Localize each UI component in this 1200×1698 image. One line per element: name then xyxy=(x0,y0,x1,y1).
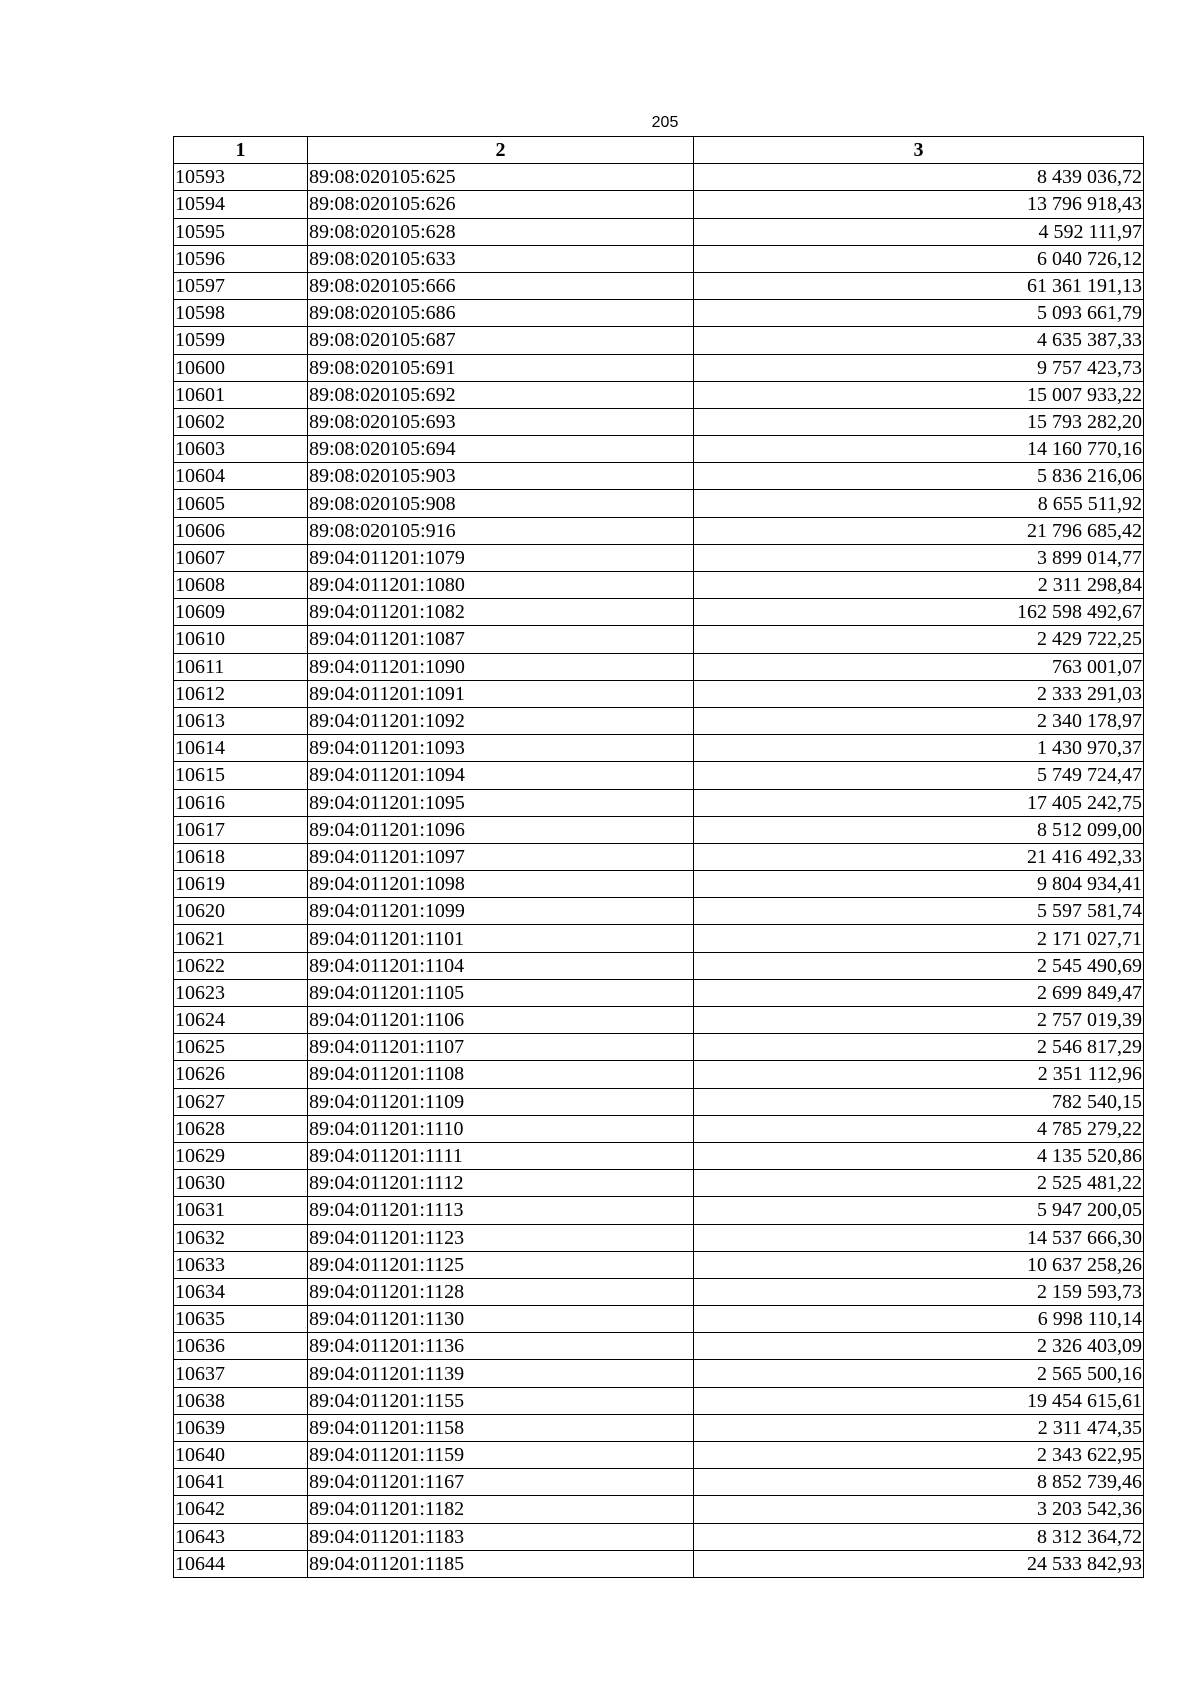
row-number-cell: 10606 xyxy=(174,517,308,544)
row-number-cell: 10607 xyxy=(174,544,308,571)
table-row xyxy=(174,1170,1144,1197)
column-header-1: 1 xyxy=(174,137,308,164)
table-row xyxy=(174,898,1144,925)
value-cell: 9 804 934,41 xyxy=(694,871,1144,898)
value-cell: 5 947 200,05 xyxy=(694,1197,1144,1224)
row-number-cell: 10644 xyxy=(174,1550,308,1577)
cadastral-number-cell: 89:04:011201:1167 xyxy=(308,1469,694,1496)
value-cell: 2 326 403,09 xyxy=(694,1333,1144,1360)
value-cell: 5 836 216,06 xyxy=(694,463,1144,490)
table-row xyxy=(174,164,1144,191)
table-row xyxy=(174,436,1144,463)
table-row xyxy=(174,327,1144,354)
row-number-cell: 10604 xyxy=(174,463,308,490)
table-row xyxy=(174,1333,1144,1360)
value-cell: 2 757 019,39 xyxy=(694,1007,1144,1034)
row-number-cell: 10639 xyxy=(174,1414,308,1441)
table-row xyxy=(174,1251,1144,1278)
table-row xyxy=(174,735,1144,762)
value-cell: 1 430 970,37 xyxy=(694,735,1144,762)
table-row xyxy=(174,1496,1144,1523)
value-cell: 5 749 724,47 xyxy=(694,762,1144,789)
row-number-cell: 10597 xyxy=(174,272,308,299)
value-cell: 3 203 542,36 xyxy=(694,1496,1144,1523)
cadastral-number-cell: 89:04:011201:1136 xyxy=(308,1333,694,1360)
value-cell: 5 597 581,74 xyxy=(694,898,1144,925)
table-row xyxy=(174,1142,1144,1169)
value-cell: 4 135 520,86 xyxy=(694,1142,1144,1169)
table-row xyxy=(174,300,1144,327)
cadastral-number-cell: 89:04:011201:1139 xyxy=(308,1360,694,1387)
cadastral-number-cell: 89:08:020105:694 xyxy=(308,436,694,463)
row-number-cell: 10617 xyxy=(174,816,308,843)
row-number-cell: 10621 xyxy=(174,925,308,952)
cadastral-number-cell: 89:04:011201:1099 xyxy=(308,898,694,925)
cadastral-number-cell: 89:08:020105:666 xyxy=(308,272,694,299)
row-number-cell: 10620 xyxy=(174,898,308,925)
table-row xyxy=(174,272,1144,299)
table-row xyxy=(174,1278,1144,1305)
cadastral-number-cell: 89:04:011201:1080 xyxy=(308,572,694,599)
cadastral-number-cell: 89:04:011201:1125 xyxy=(308,1251,694,1278)
value-cell: 9 757 423,73 xyxy=(694,354,1144,381)
table-row xyxy=(174,925,1144,952)
value-cell: 2 699 849,47 xyxy=(694,979,1144,1006)
row-number-cell: 10640 xyxy=(174,1442,308,1469)
cadastral-number-cell: 89:04:011201:1159 xyxy=(308,1442,694,1469)
row-number-cell: 10633 xyxy=(174,1251,308,1278)
cadastral-number-cell: 89:08:020105:628 xyxy=(308,218,694,245)
cadastral-number-cell: 89:04:011201:1123 xyxy=(308,1224,694,1251)
cadastral-number-cell: 89:04:011201:1082 xyxy=(308,599,694,626)
cadastral-number-cell: 89:08:020105:691 xyxy=(308,354,694,381)
value-cell: 6 040 726,12 xyxy=(694,245,1144,272)
value-cell: 8 655 511,92 xyxy=(694,490,1144,517)
table-row xyxy=(174,789,1144,816)
table-row xyxy=(174,653,1144,680)
value-cell: 19 454 615,61 xyxy=(694,1387,1144,1414)
table-row xyxy=(174,354,1144,381)
table-row xyxy=(174,1197,1144,1224)
cadastral-number-cell: 89:04:011201:1092 xyxy=(308,707,694,734)
value-cell: 21 416 492,33 xyxy=(694,843,1144,870)
table-row xyxy=(174,1469,1144,1496)
row-number-cell: 10626 xyxy=(174,1061,308,1088)
table-row xyxy=(174,245,1144,272)
cadastral-number-cell: 89:04:011201:1095 xyxy=(308,789,694,816)
cadastral-number-cell: 89:04:011201:1093 xyxy=(308,735,694,762)
value-cell: 2 311 298,84 xyxy=(694,572,1144,599)
table-row xyxy=(174,1387,1144,1414)
row-number-cell: 10618 xyxy=(174,843,308,870)
value-cell: 4 785 279,22 xyxy=(694,1115,1144,1142)
data-table xyxy=(173,136,1144,1578)
table-row xyxy=(174,762,1144,789)
cadastral-number-cell: 89:04:011201:1109 xyxy=(308,1088,694,1115)
row-number-cell: 10634 xyxy=(174,1278,308,1305)
table-row xyxy=(174,1115,1144,1142)
cadastral-number-cell: 89:04:011201:1128 xyxy=(308,1278,694,1305)
table-row xyxy=(174,218,1144,245)
table-row xyxy=(174,1061,1144,1088)
value-cell: 4 592 111,97 xyxy=(694,218,1144,245)
column-header-3: 3 xyxy=(694,137,1144,164)
row-number-cell: 10641 xyxy=(174,1469,308,1496)
cadastral-number-cell: 89:04:011201:1106 xyxy=(308,1007,694,1034)
cadastral-number-cell: 89:04:011201:1098 xyxy=(308,871,694,898)
row-number-cell: 10596 xyxy=(174,245,308,272)
table-row xyxy=(174,1523,1144,1550)
value-cell: 2 525 481,22 xyxy=(694,1170,1144,1197)
cadastral-number-cell: 89:04:011201:1130 xyxy=(308,1306,694,1333)
value-cell: 8 512 099,00 xyxy=(694,816,1144,843)
value-cell: 2 171 027,71 xyxy=(694,925,1144,952)
value-cell: 2 311 474,35 xyxy=(694,1414,1144,1441)
row-number-cell: 10624 xyxy=(174,1007,308,1034)
table-row xyxy=(174,191,1144,218)
table-row xyxy=(174,707,1144,734)
row-number-cell: 10631 xyxy=(174,1197,308,1224)
table-row xyxy=(174,952,1144,979)
row-number-cell: 10595 xyxy=(174,218,308,245)
row-number-cell: 10615 xyxy=(174,762,308,789)
cadastral-number-cell: 89:04:011201:1182 xyxy=(308,1496,694,1523)
table-row xyxy=(174,1007,1144,1034)
row-number-cell: 10611 xyxy=(174,653,308,680)
row-number-cell: 10632 xyxy=(174,1224,308,1251)
value-cell: 2 545 490,69 xyxy=(694,952,1144,979)
value-cell: 763 001,07 xyxy=(694,653,1144,680)
table-row xyxy=(174,1550,1144,1577)
row-number-cell: 10622 xyxy=(174,952,308,979)
cadastral-number-cell: 89:04:011201:1108 xyxy=(308,1061,694,1088)
cadastral-number-cell: 89:04:011201:1096 xyxy=(308,816,694,843)
cadastral-number-cell: 89:04:011201:1101 xyxy=(308,925,694,952)
value-cell: 13 796 918,43 xyxy=(694,191,1144,218)
cadastral-number-cell: 89:08:020105:903 xyxy=(308,463,694,490)
value-cell: 15 793 282,20 xyxy=(694,408,1144,435)
cadastral-number-cell: 89:08:020105:626 xyxy=(308,191,694,218)
table-row xyxy=(174,680,1144,707)
value-cell: 61 361 191,13 xyxy=(694,272,1144,299)
value-cell: 2 351 112,96 xyxy=(694,1061,1144,1088)
cadastral-number-cell: 89:04:011201:1105 xyxy=(308,979,694,1006)
row-number-cell: 10593 xyxy=(174,164,308,191)
table-row xyxy=(174,871,1144,898)
value-cell: 4 635 387,33 xyxy=(694,327,1144,354)
row-number-cell: 10613 xyxy=(174,707,308,734)
value-cell: 15 007 933,22 xyxy=(694,381,1144,408)
cadastral-number-cell: 89:08:020105:916 xyxy=(308,517,694,544)
table-body xyxy=(174,164,1144,1578)
value-cell: 2 429 722,25 xyxy=(694,626,1144,653)
value-cell: 2 340 178,97 xyxy=(694,707,1144,734)
cadastral-number-cell: 89:04:011201:1091 xyxy=(308,680,694,707)
value-cell: 24 533 842,93 xyxy=(694,1550,1144,1577)
row-number-cell: 10630 xyxy=(174,1170,308,1197)
value-cell: 17 405 242,75 xyxy=(694,789,1144,816)
value-cell: 2 343 622,95 xyxy=(694,1442,1144,1469)
cadastral-number-cell: 89:04:011201:1094 xyxy=(308,762,694,789)
table-header-row xyxy=(174,137,1144,164)
value-cell: 782 540,15 xyxy=(694,1088,1144,1115)
value-cell: 2 159 593,73 xyxy=(694,1278,1144,1305)
cadastral-number-cell: 89:04:011201:1087 xyxy=(308,626,694,653)
value-cell: 2 565 500,16 xyxy=(694,1360,1144,1387)
value-cell: 2 333 291,03 xyxy=(694,680,1144,707)
table-row xyxy=(174,572,1144,599)
cadastral-number-cell: 89:08:020105:625 xyxy=(308,164,694,191)
table-row xyxy=(174,1224,1144,1251)
row-number-cell: 10629 xyxy=(174,1142,308,1169)
value-cell: 14 537 666,30 xyxy=(694,1224,1144,1251)
row-number-cell: 10594 xyxy=(174,191,308,218)
value-cell: 10 637 258,26 xyxy=(694,1251,1144,1278)
row-number-cell: 10635 xyxy=(174,1306,308,1333)
row-number-cell: 10598 xyxy=(174,300,308,327)
value-cell: 21 796 685,42 xyxy=(694,517,1144,544)
value-cell: 2 546 817,29 xyxy=(694,1034,1144,1061)
cadastral-number-cell: 89:04:011201:1113 xyxy=(308,1197,694,1224)
cadastral-number-cell: 89:04:011201:1158 xyxy=(308,1414,694,1441)
table-row xyxy=(174,843,1144,870)
column-header-2: 2 xyxy=(308,137,694,164)
table-row xyxy=(174,816,1144,843)
cadastral-number-cell: 89:04:011201:1104 xyxy=(308,952,694,979)
row-number-cell: 10608 xyxy=(174,572,308,599)
row-number-cell: 10623 xyxy=(174,979,308,1006)
row-number-cell: 10642 xyxy=(174,1496,308,1523)
cadastral-number-cell: 89:08:020105:908 xyxy=(308,490,694,517)
row-number-cell: 10643 xyxy=(174,1523,308,1550)
row-number-cell: 10599 xyxy=(174,327,308,354)
table-row xyxy=(174,1306,1144,1333)
row-number-cell: 10638 xyxy=(174,1387,308,1414)
cadastral-number-cell: 89:04:011201:1185 xyxy=(308,1550,694,1577)
table-row xyxy=(174,1414,1144,1441)
row-number-cell: 10619 xyxy=(174,871,308,898)
row-number-cell: 10605 xyxy=(174,490,308,517)
table-row xyxy=(174,490,1144,517)
table-row xyxy=(174,979,1144,1006)
cadastral-number-cell: 89:04:011201:1107 xyxy=(308,1034,694,1061)
row-number-cell: 10601 xyxy=(174,381,308,408)
table-row xyxy=(174,1360,1144,1387)
cadastral-number-cell: 89:08:020105:686 xyxy=(308,300,694,327)
row-number-cell: 10627 xyxy=(174,1088,308,1115)
table-row xyxy=(174,517,1144,544)
cadastral-number-cell: 89:08:020105:633 xyxy=(308,245,694,272)
page-number: 205 xyxy=(651,114,679,131)
cadastral-number-cell: 89:08:020105:693 xyxy=(308,408,694,435)
value-cell: 8 312 364,72 xyxy=(694,1523,1144,1550)
cadastral-number-cell: 89:04:011201:1112 xyxy=(308,1170,694,1197)
table-row xyxy=(174,544,1144,571)
table-row xyxy=(174,599,1144,626)
row-number-cell: 10628 xyxy=(174,1115,308,1142)
cadastral-number-cell: 89:04:011201:1111 xyxy=(308,1142,694,1169)
table-row xyxy=(174,1034,1144,1061)
value-cell: 3 899 014,77 xyxy=(694,544,1144,571)
cadastral-number-cell: 89:04:011201:1097 xyxy=(308,843,694,870)
cadastral-number-cell: 89:04:011201:1090 xyxy=(308,653,694,680)
row-number-cell: 10612 xyxy=(174,680,308,707)
row-number-cell: 10625 xyxy=(174,1034,308,1061)
table-row xyxy=(174,626,1144,653)
table-row xyxy=(174,1088,1144,1115)
row-number-cell: 10609 xyxy=(174,599,308,626)
cadastral-number-cell: 89:04:011201:1183 xyxy=(308,1523,694,1550)
cadastral-number-cell: 89:08:020105:692 xyxy=(308,381,694,408)
value-cell: 162 598 492,67 xyxy=(694,599,1144,626)
value-cell: 5 093 661,79 xyxy=(694,300,1144,327)
row-number-cell: 10600 xyxy=(174,354,308,381)
table-row xyxy=(174,381,1144,408)
table-row xyxy=(174,463,1144,490)
value-cell: 6 998 110,14 xyxy=(694,1306,1144,1333)
table-row xyxy=(174,408,1144,435)
value-cell: 8 439 036,72 xyxy=(694,164,1144,191)
cadastral-number-cell: 89:04:011201:1079 xyxy=(308,544,694,571)
cadastral-number-cell: 89:08:020105:687 xyxy=(308,327,694,354)
value-cell: 8 852 739,46 xyxy=(694,1469,1144,1496)
row-number-cell: 10636 xyxy=(174,1333,308,1360)
value-cell: 14 160 770,16 xyxy=(694,436,1144,463)
row-number-cell: 10614 xyxy=(174,735,308,762)
cadastral-number-cell: 89:04:011201:1155 xyxy=(308,1387,694,1414)
row-number-cell: 10637 xyxy=(174,1360,308,1387)
row-number-cell: 10616 xyxy=(174,789,308,816)
table-row xyxy=(174,1442,1144,1469)
cadastral-number-cell: 89:04:011201:1110 xyxy=(308,1115,694,1142)
row-number-cell: 10610 xyxy=(174,626,308,653)
row-number-cell: 10602 xyxy=(174,408,308,435)
row-number-cell: 10603 xyxy=(174,436,308,463)
